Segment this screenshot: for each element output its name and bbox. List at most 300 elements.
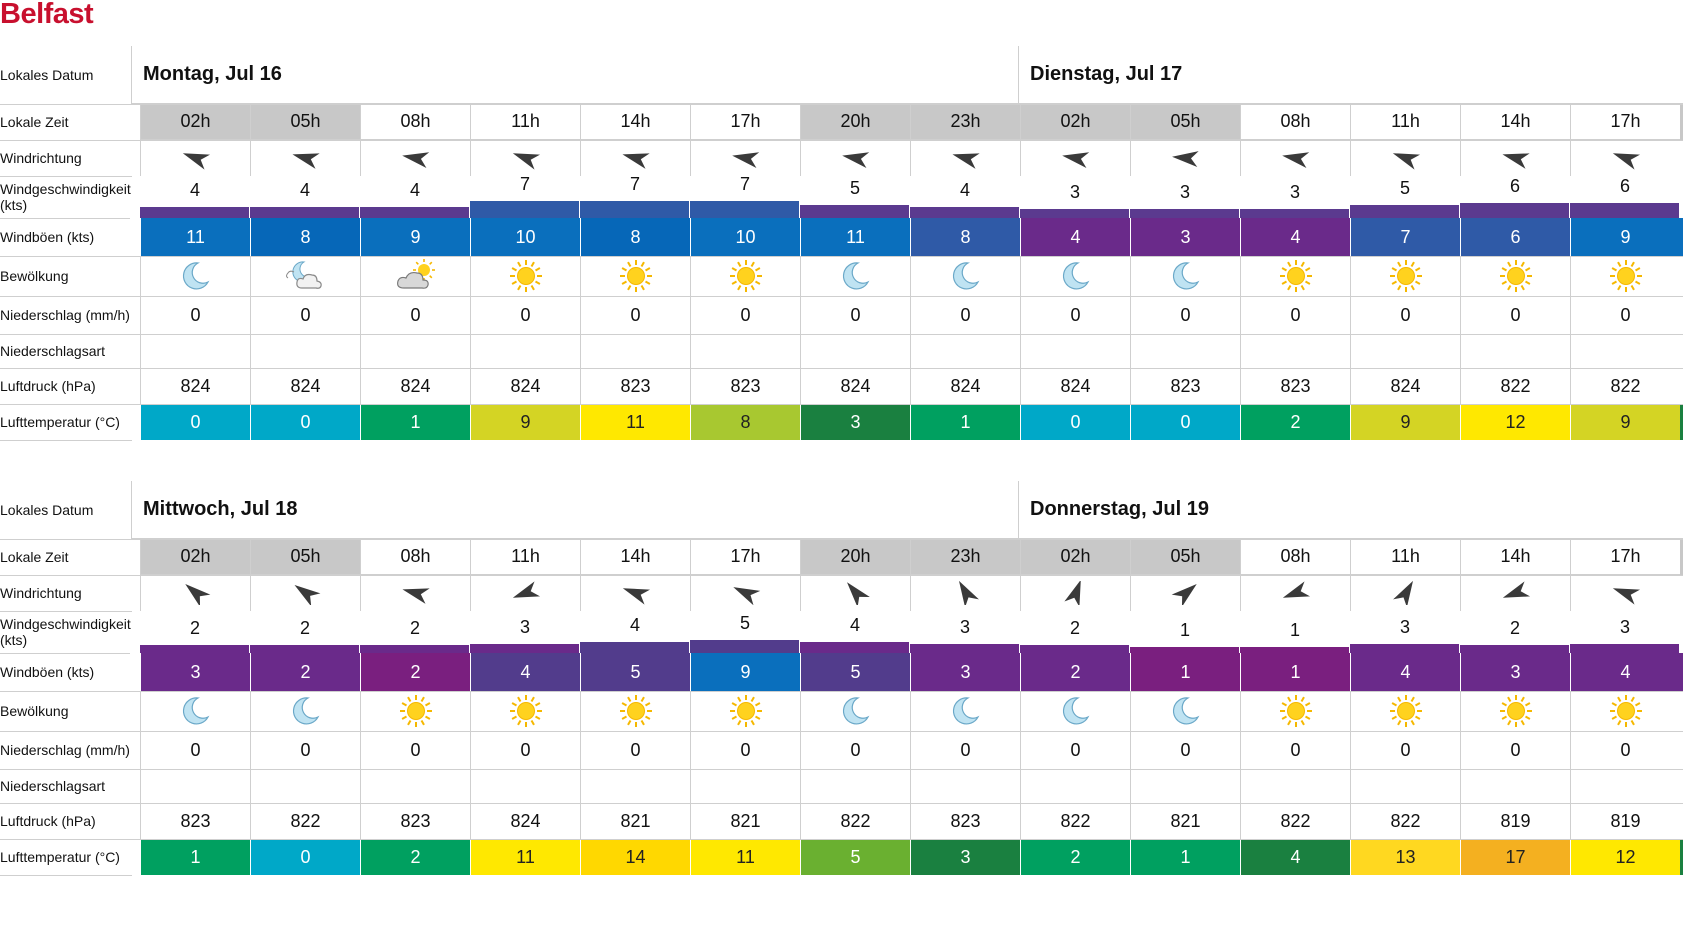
pressure-value: 822: [1350, 803, 1460, 839]
wind-speed-bar: [1460, 645, 1569, 653]
precipitation-value: 0: [250, 731, 360, 769]
precipitation-value: 0: [250, 296, 360, 334]
label-wind-gusts: Windböen (kts): [0, 218, 132, 257]
pressure-value: 824: [250, 368, 360, 404]
precipitation-type-cell: [910, 334, 1020, 368]
pressure-value: 819: [1570, 803, 1680, 839]
wind-direction-arrow-icon: [140, 140, 250, 176]
temperature-cell: 11: [470, 839, 580, 875]
temperature-cell: 1: [1130, 839, 1240, 875]
wind-speed-bar: [580, 201, 689, 218]
row-divider: [0, 140, 1683, 141]
wind-direction-arrow-icon: [1240, 575, 1350, 611]
wind-speed-value: 3: [1069, 182, 1080, 202]
pressure-value: 821: [580, 803, 690, 839]
row-divider: [0, 731, 1683, 732]
moon-icon: [800, 691, 910, 731]
moon-icon: [1020, 256, 1130, 296]
row-divider: [0, 839, 1683, 840]
sun-icon: [1460, 691, 1570, 731]
label-wind-direction: Windrichtung: [0, 575, 132, 612]
wind-speed-bar: [470, 644, 579, 653]
label-cloud-cover: Bewölkung: [0, 691, 132, 732]
wind-speed-bar: [690, 640, 799, 653]
precipitation-value: 0: [140, 731, 250, 769]
wind-direction-arrow-icon: [910, 140, 1020, 176]
hour-cell: 11h: [1350, 104, 1460, 140]
precipitation-type-cell: [360, 334, 470, 368]
label-cloud-cover: Bewölkung: [0, 256, 132, 297]
temperature-cell: 4: [1240, 839, 1350, 875]
row-divider: [0, 803, 1683, 804]
temperature-cell: 9: [1570, 404, 1680, 440]
wind-direction-arrow-icon: [360, 140, 470, 176]
wind-speed-bar: [910, 207, 1019, 218]
hour-cell: 08h: [1240, 104, 1350, 140]
wind-speed-bar: [140, 645, 249, 653]
row-divider: [0, 404, 1683, 405]
wind-gust-cell: 8: [580, 218, 690, 256]
wind-gust-cell: 9: [690, 653, 800, 691]
wind-direction-arrow-icon: [140, 575, 250, 611]
wind-speed-bar: [690, 201, 799, 218]
wind-direction-arrow-icon: [360, 575, 470, 611]
wind-speed-bar: [1240, 209, 1349, 218]
moon-icon: [1130, 691, 1240, 731]
precipitation-type-cell: [1350, 769, 1460, 803]
wind-speed-value: 5: [1399, 178, 1410, 198]
sun-icon: [1570, 691, 1680, 731]
precipitation-type-cell: [690, 769, 800, 803]
precipitation-type-cell: [470, 769, 580, 803]
hour-cell: 08h: [360, 539, 470, 575]
pressure-value: 819: [1460, 803, 1570, 839]
precipitation-value: 0: [1130, 731, 1240, 769]
row-divider: [0, 334, 1683, 335]
temperature-cell: 0: [1130, 404, 1240, 440]
pressure-value: 824: [1350, 368, 1460, 404]
precipitation-value: 0: [1240, 296, 1350, 334]
label-local-date: Lokales Datum: [0, 481, 132, 540]
hour-cell: 20h: [800, 104, 910, 140]
day-header: Dienstag, Jul 17: [1018, 46, 1683, 104]
temperature-cell: 0: [250, 839, 360, 875]
sun-cloud-icon: [360, 256, 470, 296]
wind-speed-bar: [1350, 205, 1459, 218]
label-precipitation-type: Niederschlagsart: [0, 334, 132, 369]
temperature-cell: 0: [250, 404, 360, 440]
wind-speed-bar: [360, 645, 469, 653]
hour-cell: 02h: [140, 104, 250, 140]
precipitation-type-cell: [1570, 334, 1680, 368]
pressure-value: 823: [1130, 368, 1240, 404]
hour-cell: 05h: [1130, 539, 1240, 575]
wind-gust-cell: 9: [360, 218, 470, 256]
moon-icon: [250, 691, 360, 731]
pressure-value: 824: [470, 368, 580, 404]
wind-speed-bar: [1350, 644, 1459, 653]
sun-icon: [580, 691, 690, 731]
wind-direction-arrow-icon: [800, 575, 910, 611]
hour-cell: 20h: [800, 539, 910, 575]
precipitation-value: 0: [1570, 296, 1680, 334]
precipitation-type-cell: [1350, 334, 1460, 368]
pressure-value: 823: [910, 803, 1020, 839]
wind-speed-bar: [1460, 203, 1569, 218]
wind-direction-arrow-icon: [470, 575, 580, 611]
wind-direction-arrow-icon: [1460, 140, 1570, 176]
sun-icon: [1240, 256, 1350, 296]
wind-speed-bar: [250, 645, 359, 653]
label-wind-speed: Windgeschwindigkeit (kts): [0, 611, 130, 654]
sun-icon: [360, 691, 470, 731]
label-air-pressure: Luftdruck (hPa): [0, 368, 132, 405]
pressure-value: 824: [800, 368, 910, 404]
wind-speed-value: 7: [739, 174, 750, 194]
precipitation-value: 0: [1460, 296, 1570, 334]
precipitation-value: 0: [360, 731, 470, 769]
wind-speed-value: 2: [189, 618, 200, 638]
wind-speed-value: 3: [1179, 182, 1190, 202]
temperature-cell: 2: [1240, 404, 1350, 440]
hour-cell: 23h: [910, 539, 1020, 575]
pressure-value: 823: [1240, 368, 1350, 404]
pressure-value: 824: [360, 368, 470, 404]
wind-direction-arrow-icon: [1020, 575, 1130, 611]
temperature-cell: 11: [580, 404, 690, 440]
pressure-value: 821: [1130, 803, 1240, 839]
pressure-value: 822: [800, 803, 910, 839]
wind-speed-value: 2: [1509, 618, 1520, 638]
wind-direction-arrow-icon: [1240, 140, 1350, 176]
wind-gust-cell: 3: [910, 653, 1020, 691]
wind-gust-cell: 10: [690, 218, 800, 256]
precipitation-value: 0: [690, 296, 800, 334]
hour-cell: 17h: [1570, 539, 1680, 575]
wind-gust-cell: 9: [1570, 218, 1680, 256]
wind-gust-cell: 8: [910, 218, 1020, 256]
wind-direction-arrow-icon: [1460, 575, 1570, 611]
wind-gust-cell: 4: [470, 653, 580, 691]
wind-speed-bar: [580, 642, 689, 653]
wind-speed-value: 5: [739, 613, 750, 633]
label-wind-speed: Windgeschwindigkeit (kts): [0, 176, 130, 219]
wind-speed-value: 7: [629, 174, 640, 194]
precipitation-value: 0: [1020, 296, 1130, 334]
precipitation-value: 0: [1460, 731, 1570, 769]
wind-speed-value: 7: [519, 174, 530, 194]
wind-gust-cell: 6: [1460, 218, 1570, 256]
label-precipitation: Niederschlag (mm/h): [0, 296, 132, 335]
day-header: Donnerstag, Jul 19: [1018, 481, 1683, 539]
precipitation-value: 0: [1570, 731, 1680, 769]
label-wind-direction: Windrichtung: [0, 140, 132, 177]
moon-icon: [910, 691, 1020, 731]
precipitation-type-cell: [140, 334, 250, 368]
temperature-cell: 12: [1460, 404, 1570, 440]
temperature-cell: 3: [910, 839, 1020, 875]
precipitation-value: 0: [800, 296, 910, 334]
wind-gust-cell: 8: [250, 218, 360, 256]
wind-speed-bar: [910, 644, 1019, 653]
wind-direction-arrow-icon: [1350, 575, 1460, 611]
sun-icon: [470, 691, 580, 731]
wind-speed-value: 3: [519, 617, 530, 637]
precipitation-type-cell: [140, 769, 250, 803]
wind-speed-value: 4: [409, 180, 420, 200]
label-local-time: Lokale Zeit: [0, 539, 132, 576]
pressure-value: 824: [140, 368, 250, 404]
wind-direction-arrow-icon: [1130, 140, 1240, 176]
temperature-cell: 3: [800, 404, 910, 440]
wind-gust-cell: 11: [140, 218, 250, 256]
pressure-value: 823: [580, 368, 690, 404]
wind-direction-arrow-icon: [580, 140, 690, 176]
wind-speed-value: 4: [849, 615, 860, 635]
hour-cell: 02h: [140, 539, 250, 575]
wind-gust-cell: 11: [800, 218, 910, 256]
precipitation-type-cell: [1240, 334, 1350, 368]
moon-icon: [910, 256, 1020, 296]
wind-speed-value: 3: [1619, 617, 1630, 637]
label-air-temperature: Lufttemperatur (°C): [0, 839, 132, 876]
pressure-value: 821: [690, 803, 800, 839]
row-divider: [0, 769, 1683, 770]
hour-cell: 17h: [690, 539, 800, 575]
temperature-cell: 9: [1350, 404, 1460, 440]
temperature-cell: 9: [470, 404, 580, 440]
wind-direction-arrow-icon: [580, 575, 690, 611]
precipitation-value: 0: [800, 731, 910, 769]
wind-gust-cell: 10: [470, 218, 580, 256]
precipitation-value: 0: [470, 296, 580, 334]
precipitation-value: 0: [1130, 296, 1240, 334]
hour-cell: 05h: [250, 539, 360, 575]
hour-cell: 23h: [910, 104, 1020, 140]
hour-cell: 14h: [1460, 539, 1570, 575]
wind-gust-cell: 4: [1020, 218, 1130, 256]
precipitation-type-cell: [800, 334, 910, 368]
temperature-cell: 12: [1570, 839, 1680, 875]
precipitation-type-cell: [250, 769, 360, 803]
moon-icon: [140, 256, 250, 296]
moon-cloud-icon: [250, 256, 360, 296]
wind-speed-bar: [1570, 644, 1679, 653]
precipitation-type-cell: [910, 769, 1020, 803]
wind-gust-cell: 5: [580, 653, 690, 691]
city-title: Belfast: [0, 0, 94, 30]
precipitation-type-cell: [580, 334, 690, 368]
wind-speed-bar: [1130, 209, 1239, 218]
label-precipitation-type: Niederschlagsart: [0, 769, 132, 804]
wind-direction-arrow-icon: [910, 575, 1020, 611]
pressure-value: 824: [910, 368, 1020, 404]
wind-gust-cell: 3: [1460, 653, 1570, 691]
precipitation-value: 0: [910, 296, 1020, 334]
wind-speed-value: 3: [959, 617, 970, 637]
precipitation-type-cell: [690, 334, 800, 368]
wind-gust-cell: 4: [1350, 653, 1460, 691]
precipitation-value: 0: [910, 731, 1020, 769]
wind-gust-cell: 2: [360, 653, 470, 691]
pressure-value: 822: [1240, 803, 1350, 839]
moon-icon: [140, 691, 250, 731]
wind-speed-bar: [800, 205, 909, 218]
wind-direction-arrow-icon: [1570, 575, 1680, 611]
precipitation-value: 0: [140, 296, 250, 334]
wind-gust-cell: 3: [1130, 218, 1240, 256]
wind-direction-arrow-icon: [800, 140, 910, 176]
pressure-value: 823: [690, 368, 800, 404]
wind-direction-arrow-icon: [1570, 140, 1680, 176]
wind-speed-value: 1: [1179, 620, 1190, 640]
temperature-cell: 11: [690, 839, 800, 875]
precipitation-type-cell: [1460, 769, 1570, 803]
temperature-cell: 2: [1020, 839, 1130, 875]
precipitation-value: 0: [1240, 731, 1350, 769]
hour-cell: 17h: [690, 104, 800, 140]
label-air-pressure: Luftdruck (hPa): [0, 803, 132, 840]
precipitation-value: 0: [1350, 296, 1460, 334]
wind-speed-bar: [1020, 645, 1129, 653]
wind-speed-value: 4: [959, 180, 970, 200]
row-divider: [0, 539, 1683, 540]
wind-direction-arrow-icon: [1130, 575, 1240, 611]
wind-speed-bar: [470, 201, 579, 218]
label-air-temperature: Lufttemperatur (°C): [0, 404, 132, 441]
wind-speed-value: 4: [299, 180, 310, 200]
wind-speed-value: 1: [1289, 620, 1300, 640]
row-divider: [0, 368, 1683, 369]
moon-icon: [800, 256, 910, 296]
sun-icon: [1460, 256, 1570, 296]
day-header: Mittwoch, Jul 18: [131, 481, 1018, 539]
row-divider: [0, 575, 1683, 576]
precipitation-type-cell: [580, 769, 690, 803]
wind-speed-value: 2: [1069, 618, 1080, 638]
hour-cell: 08h: [360, 104, 470, 140]
precipitation-type-cell: [1020, 334, 1130, 368]
wind-direction-arrow-icon: [1020, 140, 1130, 176]
wind-speed-value: 6: [1509, 176, 1520, 196]
row-divider: [0, 296, 1683, 297]
wind-speed-value: 2: [299, 618, 310, 638]
temperature-cell: 1: [360, 404, 470, 440]
wind-speed-bar: [250, 207, 359, 218]
wind-speed-bar: [140, 207, 249, 218]
wind-gust-cell: 4: [1240, 218, 1350, 256]
sun-icon: [1570, 256, 1680, 296]
pressure-value: 822: [1570, 368, 1680, 404]
precipitation-value: 0: [360, 296, 470, 334]
precipitation-type-cell: [1130, 334, 1240, 368]
hour-cell: 11h: [470, 539, 580, 575]
wind-direction-arrow-icon: [470, 140, 580, 176]
temperature-cell: 1: [140, 839, 250, 875]
temperature-cell: 13: [1350, 839, 1460, 875]
wind-gust-cell: 5: [800, 653, 910, 691]
wind-direction-arrow-icon: [690, 575, 800, 611]
hour-cell: 05h: [1130, 104, 1240, 140]
wind-speed-bar: [1020, 209, 1129, 218]
sun-icon: [1350, 256, 1460, 296]
hour-cell: 02h: [1020, 104, 1130, 140]
day-header: Montag, Jul 16: [131, 46, 1018, 104]
wind-gust-cell: 2: [1020, 653, 1130, 691]
pressure-value: 822: [250, 803, 360, 839]
precipitation-type-cell: [1130, 769, 1240, 803]
wind-speed-value: 4: [189, 180, 200, 200]
label-precipitation: Niederschlag (mm/h): [0, 731, 132, 770]
precipitation-value: 0: [690, 731, 800, 769]
sun-icon: [1350, 691, 1460, 731]
wind-direction-arrow-icon: [250, 140, 360, 176]
precipitation-value: 0: [580, 296, 690, 334]
precipitation-value: 0: [580, 731, 690, 769]
hour-cell: 08h: [1240, 539, 1350, 575]
wind-direction-arrow-icon: [250, 575, 360, 611]
wind-speed-bar: [1570, 203, 1679, 218]
sun-icon: [690, 691, 800, 731]
label-local-date: Lokales Datum: [0, 46, 132, 105]
precipitation-type-cell: [1460, 334, 1570, 368]
label-local-time: Lokale Zeit: [0, 104, 132, 141]
hour-cell: 14h: [1460, 104, 1570, 140]
precipitation-value: 0: [470, 731, 580, 769]
wind-speed-value: 3: [1399, 617, 1410, 637]
sun-icon: [580, 256, 690, 296]
wind-direction-arrow-icon: [690, 140, 800, 176]
temperature-cell: 8: [690, 404, 800, 440]
precipitation-value: 0: [1020, 731, 1130, 769]
precipitation-value: 0: [1350, 731, 1460, 769]
wind-gust-cell: 7: [1350, 218, 1460, 256]
sun-icon: [1240, 691, 1350, 731]
precipitation-type-cell: [360, 769, 470, 803]
hour-cell: 14h: [580, 539, 690, 575]
precipitation-type-cell: [250, 334, 360, 368]
sun-icon: [470, 256, 580, 296]
precipitation-type-cell: [800, 769, 910, 803]
wind-speed-bar: [360, 207, 469, 218]
moon-icon: [1130, 256, 1240, 296]
wind-gust-cell: 4: [1570, 653, 1680, 691]
wind-speed-value: 6: [1619, 176, 1630, 196]
wind-direction-arrow-icon: [1350, 140, 1460, 176]
wind-gust-cell: 1: [1130, 653, 1240, 691]
hour-cell: 11h: [1350, 539, 1460, 575]
temperature-cell: 5: [800, 839, 910, 875]
hour-cell: 02h: [1020, 539, 1130, 575]
label-wind-gusts: Windböen (kts): [0, 653, 132, 692]
moon-icon: [1020, 691, 1130, 731]
pressure-value: 822: [1460, 368, 1570, 404]
wind-speed-value: 4: [629, 615, 640, 635]
hour-cell: 05h: [250, 104, 360, 140]
precipitation-type-cell: [470, 334, 580, 368]
temperature-cell: 17: [1460, 839, 1570, 875]
temperature-cell: 1: [910, 404, 1020, 440]
pressure-value: 824: [1020, 368, 1130, 404]
temperature-cell: 14: [580, 839, 690, 875]
precipitation-type-cell: [1020, 769, 1130, 803]
hour-cell: 17h: [1570, 104, 1680, 140]
precipitation-type-cell: [1240, 769, 1350, 803]
wind-speed-value: 2: [409, 618, 420, 638]
hour-cell: 14h: [580, 104, 690, 140]
wind-speed-bar: [800, 642, 909, 653]
wind-gust-cell: 1: [1240, 653, 1350, 691]
